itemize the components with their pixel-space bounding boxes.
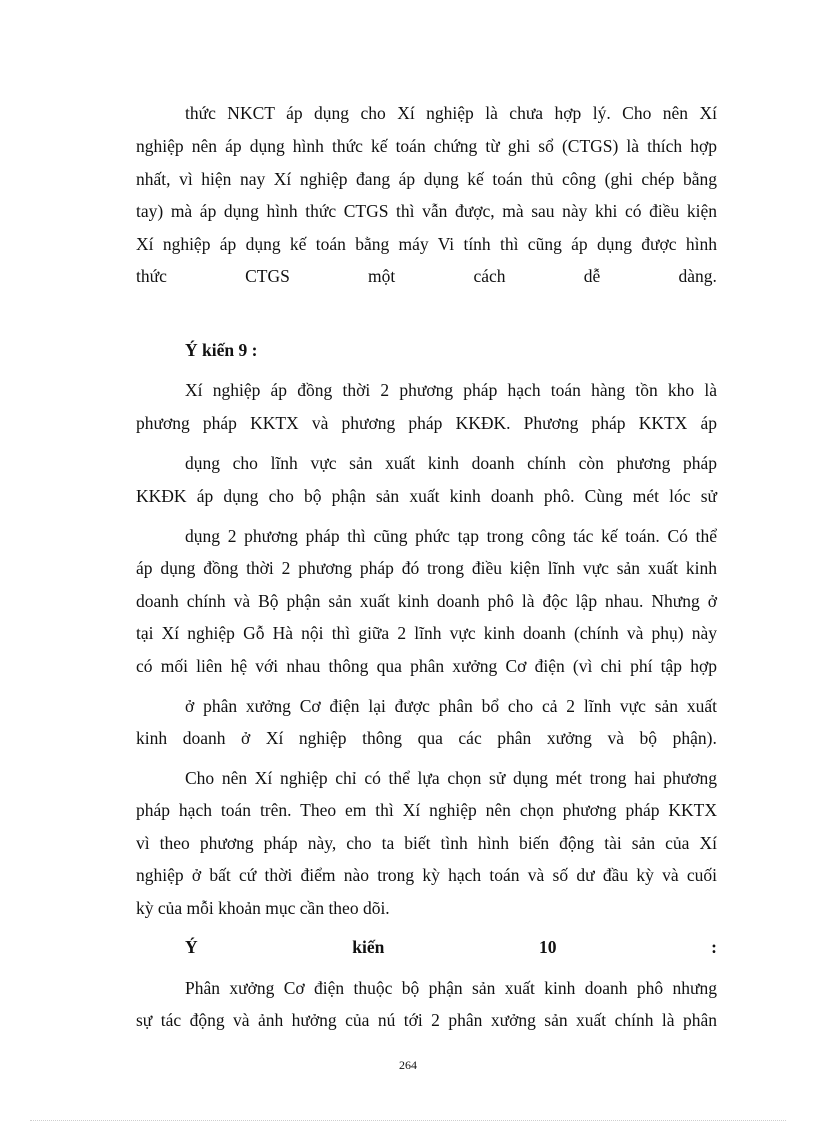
paragraph-1-last-line: thức CTGS một cách dễ dàng. bbox=[136, 266, 717, 286]
paragraph-2-line-7: doanh chính và Bộ phận sản xuất kinh doanh phô là độc lập nhau. Nhưng ở bbox=[136, 591, 717, 611]
paragraph-1-line-5: Xí nghiệp áp dụng kế toán bằng máy Vi tính thì cũng áp dụng được hình bbox=[136, 234, 717, 254]
paragraph-4-line-1: Phân xưởng Cơ điện thuộc bộ phận sản xuất kinh doanh phô nhưng bbox=[185, 978, 717, 998]
page-bottom-divider bbox=[30, 1120, 786, 1121]
paragraph-3-line-3: vì theo phương pháp này, cho ta biết tình hình biến động tài sản của Xí bbox=[136, 833, 717, 853]
paragraph-2-line-6: áp dụng đồng thời 2 phương pháp đó trong điều kiện lĩnh vực sản xuất kinh bbox=[136, 558, 717, 578]
paragraph-3-line-2: pháp hạch toán trên. Theo em thì Xí nghiệp nên chọn phương pháp KKTX bbox=[136, 800, 717, 820]
paragraph-1-line-4: tay) mà áp dụng hình thức CTGS thì vẫn được, mà sau này khi có điều kiện bbox=[136, 201, 717, 221]
paragraph-3-line-4: nghiệp ở bất cứ thời điểm nào trong kỳ hạch toán và số dư đầu kỳ và cuối bbox=[136, 865, 717, 885]
paragraph-2-line-10: ở phân xưởng Cơ điện lại được phân bổ cho cả 2 lĩnh vực sản xuất bbox=[185, 696, 717, 716]
paragraph-2-line-3: dụng cho lĩnh vực sản xuất kinh doanh chính còn phương pháp bbox=[185, 453, 717, 473]
heading-y-kien-10: Ý kiến 10 : bbox=[185, 937, 717, 957]
paragraph-1-line-1: thức NKCT áp dụng cho Xí nghiệp là chưa hợp lý. Cho nên Xí bbox=[185, 103, 717, 123]
paragraph-3-line-1: Cho nên Xí nghiệp chỉ có thể lựa chọn sử dụng mét trong hai phương bbox=[185, 768, 717, 788]
paragraph-2-line-1: Xí nghiệp áp đồng thời 2 phương pháp hạch toán hàng tồn kho là bbox=[185, 380, 717, 400]
paragraph-3-last-line: kỳ của mỗi khoản mục cần theo dõi. bbox=[136, 898, 390, 918]
paragraph-2-line-8: tại Xí nghiệp Gỗ Hà nội thì giữa 2 lĩnh vực kinh doanh (chính và phụ) này bbox=[136, 623, 717, 643]
paragraph-2-last-line: kinh doanh ở Xí nghiệp thông qua các phân xưởng và bộ phận). bbox=[136, 728, 717, 748]
heading-y-kien-9: Ý kiến 9 : bbox=[185, 340, 258, 360]
paragraph-2-line-5: dụng 2 phương pháp thì cũng phức tạp trong công tác kế toán. Có thể bbox=[185, 526, 717, 546]
paragraph-4-line-2: sự tác động và ảnh hưởng của nú tới 2 phân xưởng sản xuất chính là phân bbox=[136, 1010, 717, 1030]
paragraph-2-line-9: có mối liên hệ với nhau thông qua phân xưởng Cơ điện (vì chi phí tập hợp bbox=[136, 656, 717, 676]
paragraph-2-line-4: KKĐK áp dụng cho bộ phận sản xuất kinh doanh phô. Cùng mét lóc sử bbox=[136, 486, 717, 506]
paragraph-2-line-2: phương pháp KKTX và phương pháp KKĐK. Phương pháp KKTX áp bbox=[136, 413, 717, 433]
paragraph-1-line-3: nhất, vì hiện nay Xí nghiệp đang áp dụng kế toán thủ công (ghi chép bằng bbox=[136, 169, 717, 189]
paragraph-1-line-2: nghiệp nên áp dụng hình thức kế toán chứng từ ghi sổ (CTGS) là thích hợp bbox=[136, 136, 717, 156]
page-number: 264 bbox=[399, 1058, 417, 1072]
